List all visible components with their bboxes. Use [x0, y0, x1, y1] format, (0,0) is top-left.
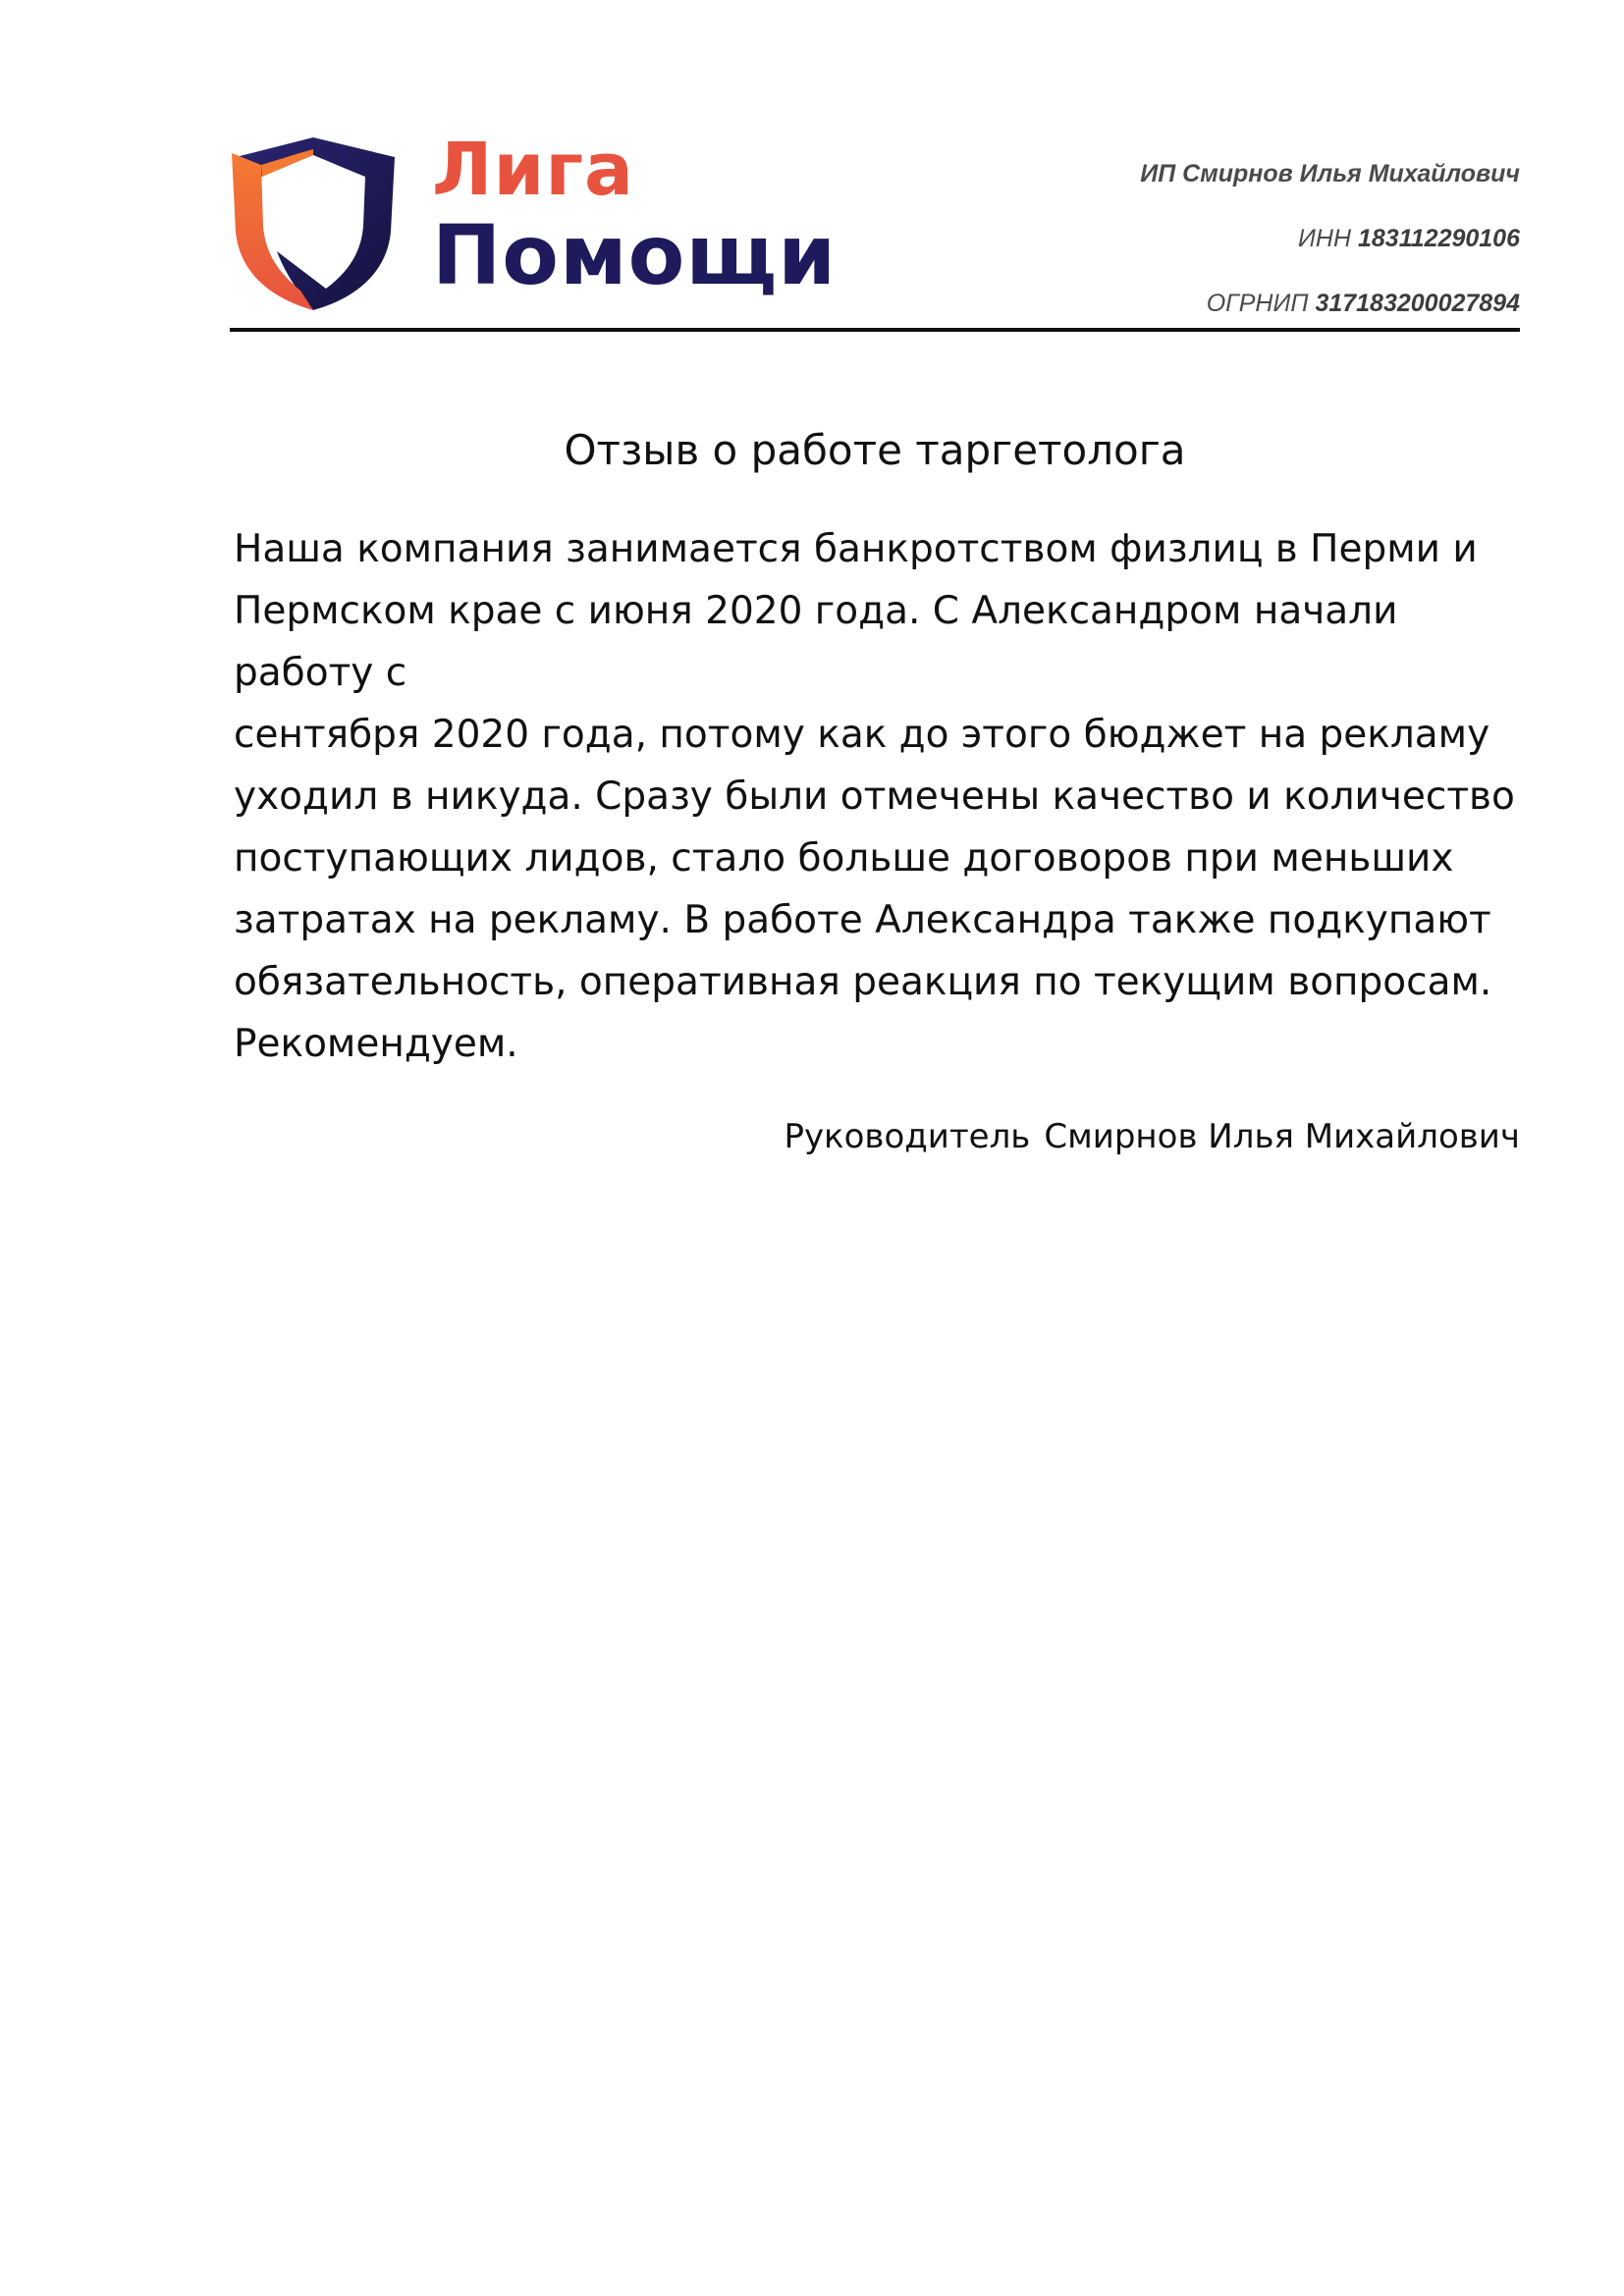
document-title: Отзыв о работе таргетолога	[564, 426, 1186, 474]
ogrnip-value: 317183200027894	[1315, 290, 1520, 317]
header-divider	[230, 328, 1520, 332]
company-logo	[230, 128, 838, 316]
company-details	[1140, 151, 1520, 346]
shield-logo-icon	[230, 135, 397, 312]
inn-value: 183112290106	[1358, 225, 1520, 252]
signature-role: Руководитель	[784, 1117, 1031, 1156]
document-body: Наша компания занимается банкротством физлиц в Перми и Пермском крае с июня 2020 года. С Александром начали работу с сентября 2020 года, потому как до этого бюджет на рекламу уходил в никуда. Сразу были отмечены качество и количество поступающих лидов, стало больше договоров при меньших затратах на рекламу. В работе Александра также подкупают обязательность, оперативная реакция по текущим вопросам. Рекомендуем.	[234, 527, 1515, 1066]
ogrnip-row	[1140, 281, 1520, 346]
company-name-row	[1140, 151, 1520, 216]
inn-row	[1140, 216, 1520, 281]
company-name: ИП Смирнов Илья Михайлович	[1140, 160, 1520, 187]
signature-line	[784, 1117, 1520, 1157]
signature-name: Смирнов Илья Михайлович	[1044, 1117, 1520, 1156]
inn-label: ИНН	[1298, 225, 1352, 252]
logo-text-line2: Помощи	[432, 207, 838, 303]
letterhead	[230, 130, 1520, 332]
ogrnip-label: ОГРНИП	[1206, 290, 1309, 317]
logo-text-line1: Лига	[432, 128, 634, 212]
